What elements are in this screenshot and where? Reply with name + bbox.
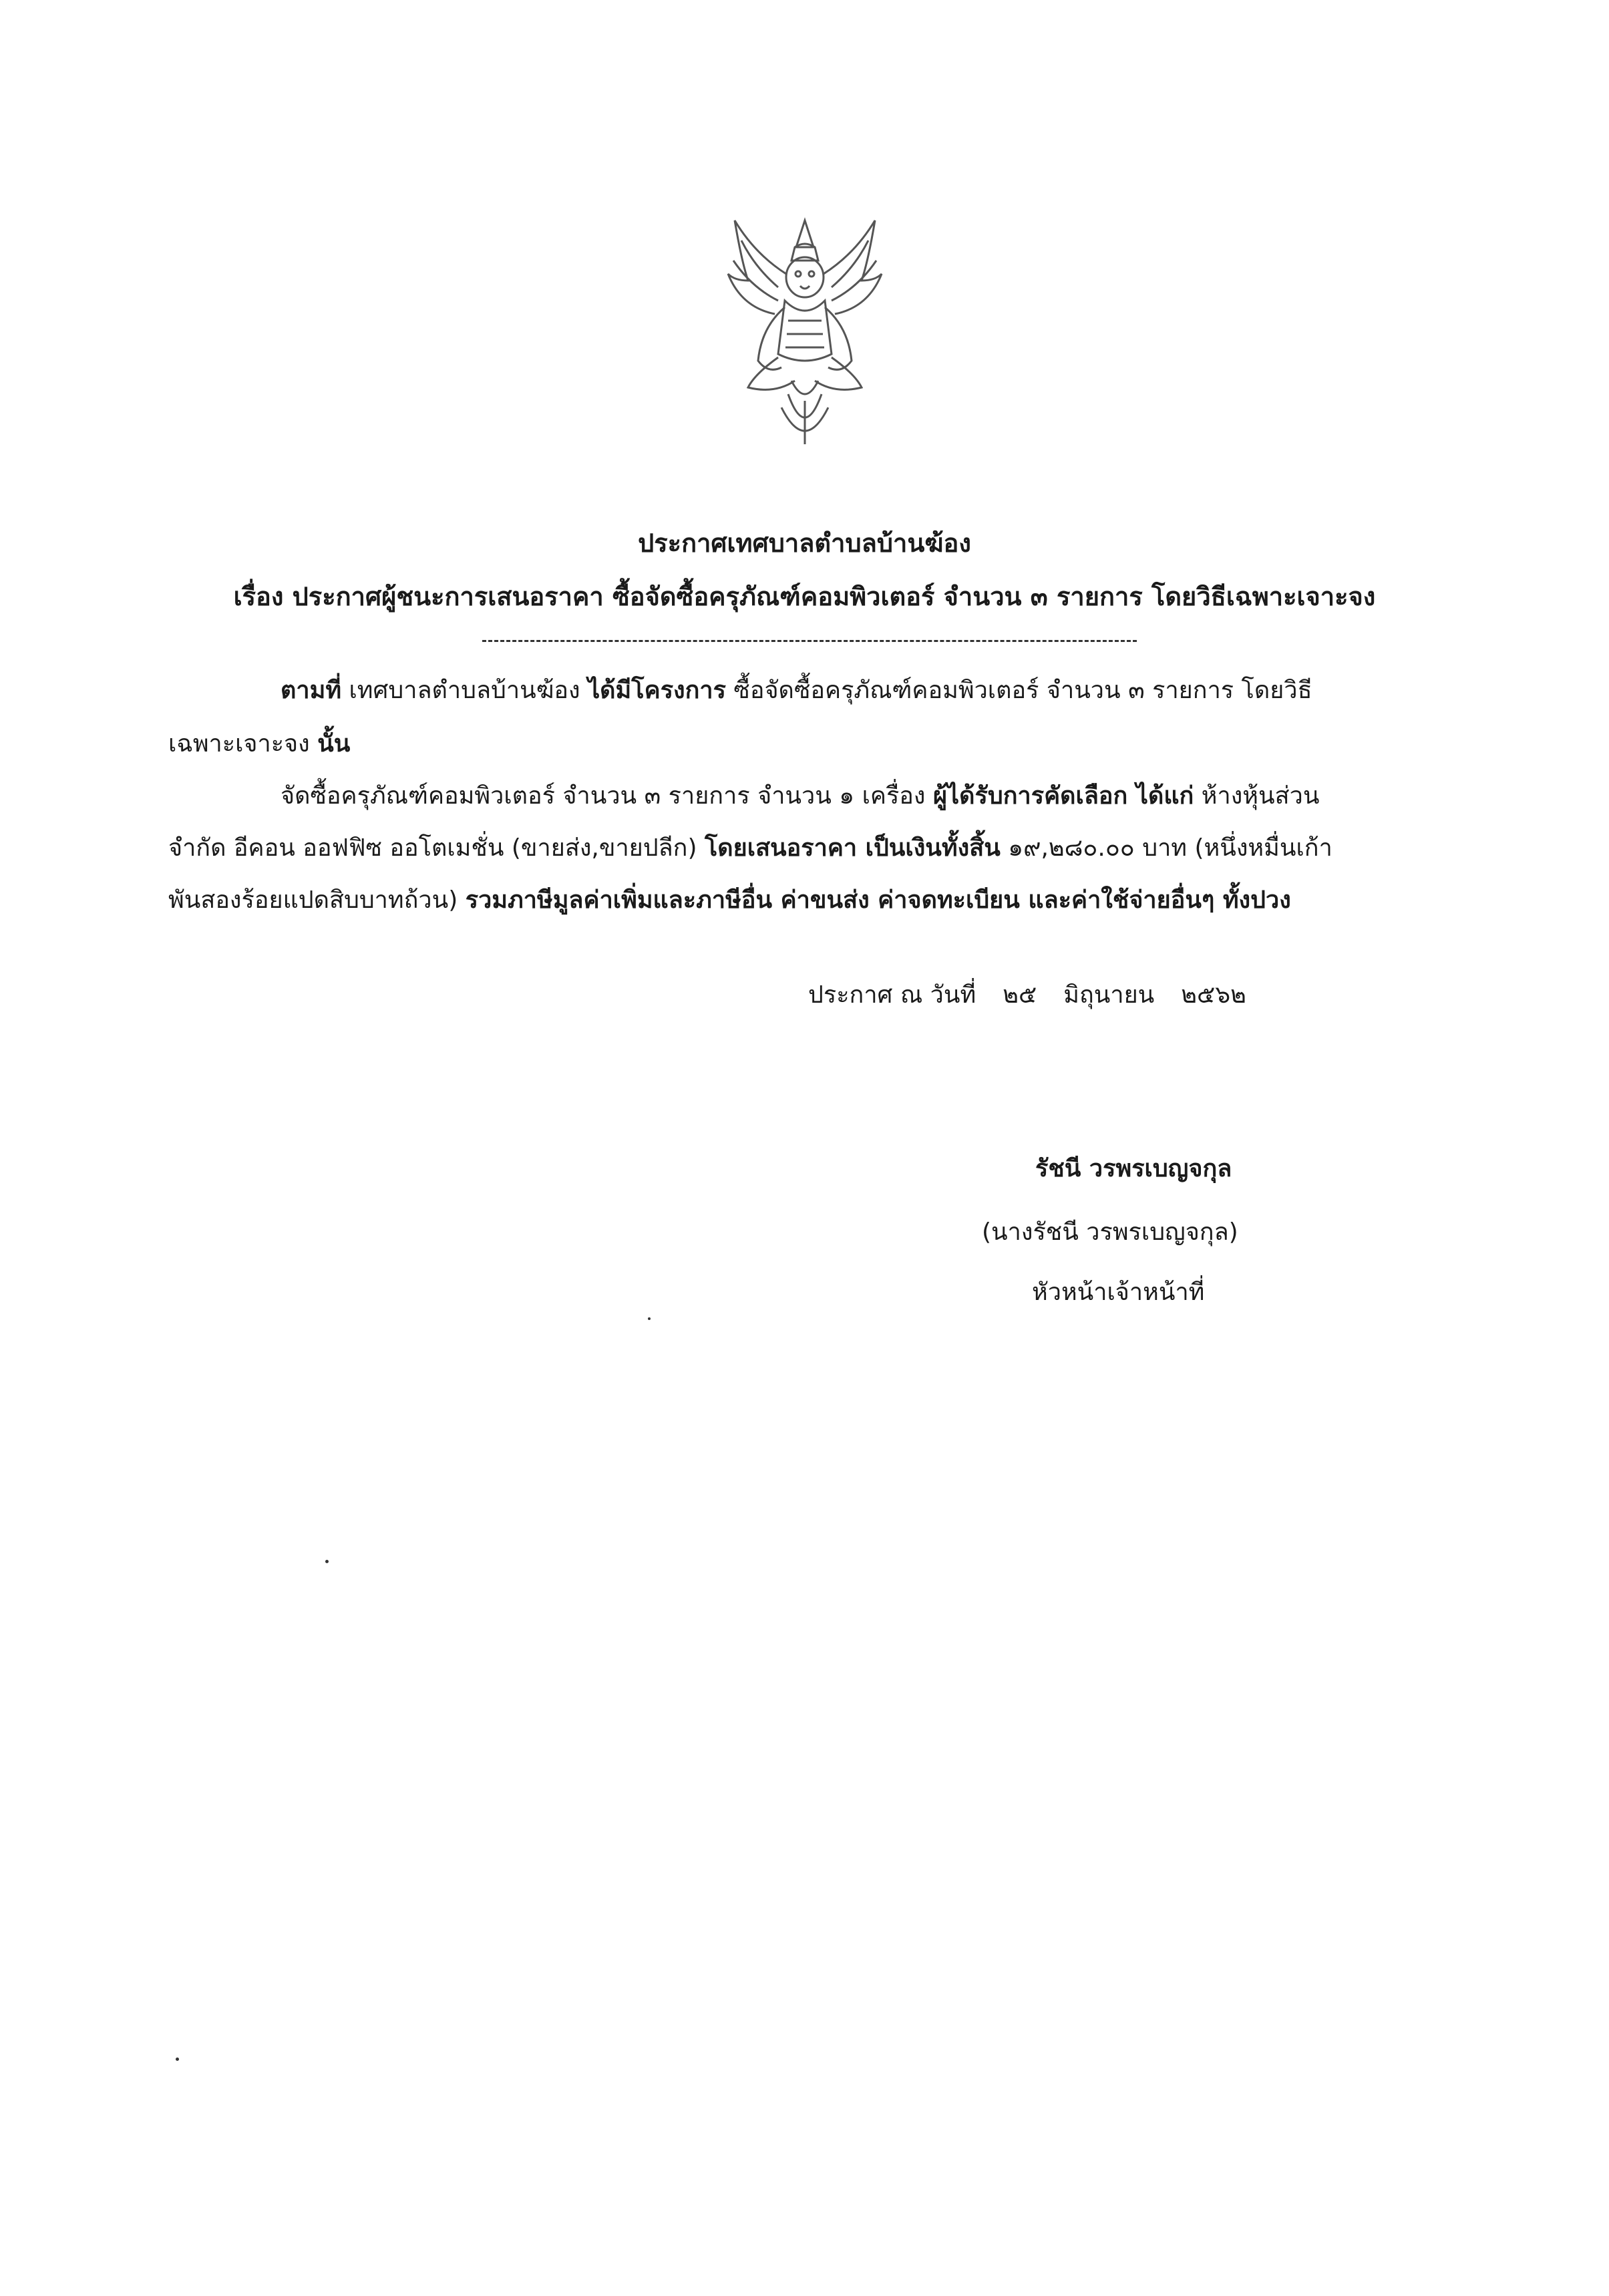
p1-bold-2: ได้มีโครงการ — [588, 677, 726, 704]
scan-speck — [325, 1560, 329, 1563]
p2-bold-1: ผู้ได้รับการคัดเลือก ได้แก่ — [932, 782, 1194, 810]
date-day: ๒๕ — [1003, 981, 1037, 1009]
signatory-position: หัวหน้าเจ้าหน้าที่ — [1032, 1279, 1205, 1306]
separator-line — [482, 640, 1137, 642]
p2-text-1: จัดซื้อครุภัณฑ์คอมพิวเตอร์ จำนวน ๓ รายการ จำนวน ๑ เครื่อง — [281, 782, 933, 810]
document-subject: เรื่อง ประกาศผู้ชนะการเสนอราคา ซื้อจัดซื้อครุภัณฑ์คอมพิวเตอร์ จำนวน ๓ รายการ โดยวิธีเฉพาะเจาะจง — [233, 582, 1376, 611]
p2-bold-2: โดยเสนอราคา เป็นเงินทั้งสิ้น — [704, 834, 1001, 862]
p2-text-4: ๑๙,๒๘๐.๐๐ บาท (หนึ่งหมื่นเก้า — [1000, 834, 1332, 862]
p1-text-2: ซื้อจัดซื้อครุภัณฑ์คอมพิวเตอร์ จำนวน ๓ รายการ โดยวิธี — [725, 677, 1312, 704]
paragraph-2-line-3 — [168, 880, 1291, 919]
p2-bold-3: รวมภาษีมูลค่าเพิ่มและภาษีอื่น ค่าขนส่ง ค่าจดทะเบียน และค่าใช้จ่ายอื่นๆ ทั้งปวง — [465, 886, 1291, 914]
paragraph-2-line-1 — [281, 776, 1319, 814]
document-title: ประกาศเทศบาลตำบลบ้านฆ้อง — [638, 528, 971, 558]
scan-speck — [648, 1317, 651, 1320]
p1-bold-3: นั้น — [317, 730, 351, 758]
paragraph-1-line-1 — [281, 671, 1312, 709]
p2-text-5: พันสองร้อยแปดสิบบาทถ้วน) — [168, 886, 466, 914]
p2-text-3: จำกัด อีคอน ออฟฟิซ ออโตเมชั่น (ขายส่ง,ขายปลีก) — [168, 834, 705, 862]
signed-name: รัชนี วรพรเบญจกุล — [1035, 1155, 1232, 1182]
signatory-full-name: (นางรัชนี วรพรเบญจกุล) — [982, 1218, 1238, 1246]
scan-speck — [176, 2058, 179, 2061]
date-label: ประกาศ ณ วันที่ — [808, 981, 976, 1009]
p1-text-1: เทศบาลตำบลบ้านฆ้อง — [341, 677, 588, 704]
p1-bold-1: ตามที่ — [281, 677, 342, 704]
paragraph-2-line-2 — [168, 828, 1332, 866]
date-year: ๒๕๖๒ — [1181, 981, 1246, 1009]
p1-text-3: เฉพาะเจาะจง — [168, 730, 318, 758]
p2-text-2: ห้างหุ้นส่วน — [1194, 782, 1320, 810]
paragraph-1-line-2 — [168, 724, 350, 762]
date-month: มิถุนายน — [1063, 981, 1155, 1009]
announce-date — [808, 975, 1273, 1013]
garuda-emblem-icon — [721, 207, 888, 454]
